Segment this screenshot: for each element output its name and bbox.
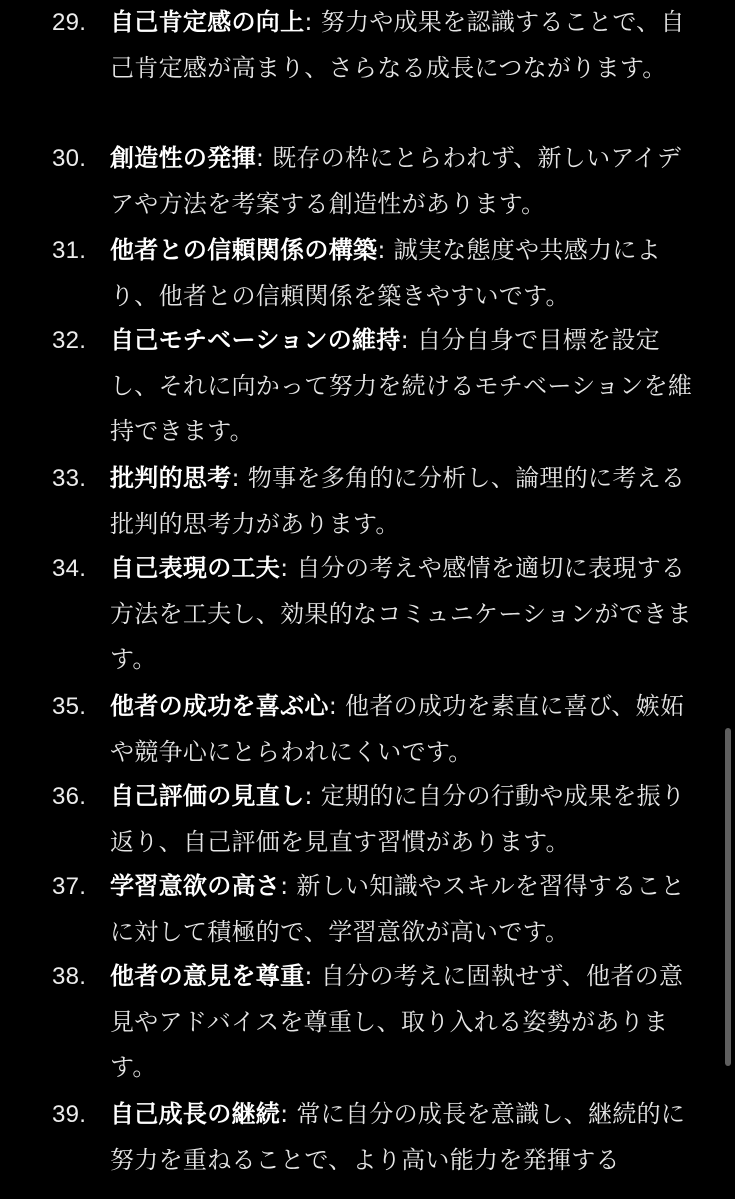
list-item [0, 774, 735, 865]
list-item-text: : 既存の枠にとらわれず、新しいアイデアや方法を考案する創造性があります。 [110, 144, 682, 218]
list-item [0, 684, 735, 775]
list-item [0, 228, 735, 319]
list-item [0, 318, 735, 455]
list-item-text: : 自分自身で目標を設定し、それに向かって努力を続けるモチベーションを維持できます。 [110, 326, 693, 445]
list-item-title: 他者との信頼関係の構築 [110, 236, 378, 264]
list-item-number: 30. [52, 145, 87, 172]
list-item-text: : 努力や成果を認識することで、自己肯定感が高まり、さらなる成長につながります。 [110, 8, 685, 82]
list-item-title: 自己肯定感の向上 [110, 8, 305, 36]
list-item-text: : 常に自分の成長を意識し、継続的に努力を重ねることで、より高い能力を発揮する [110, 1100, 686, 1174]
list-item-number: 29. [52, 9, 87, 36]
list-item-number: 38. [52, 963, 87, 990]
list-item-text: : 新しい知識やスキルを習得することに対して積極的で、学習意欲が高いです。 [110, 872, 685, 946]
list-item-title: 批判的思考 [110, 464, 232, 492]
list-item [0, 456, 735, 547]
list-item-title: 自己評価の見直し [110, 782, 305, 810]
list-item [0, 864, 735, 955]
list-item-number: 34. [52, 555, 87, 582]
list-item [0, 1092, 735, 1183]
list-item-number: 37. [52, 873, 87, 900]
list-item-text: : 自分の考えや感情を適切に表現する方法を工夫し、効果的なコミュニケーションができます。 [110, 554, 692, 673]
list-item-title: 自己モチベーションの維持 [110, 326, 401, 354]
list-item [0, 954, 735, 1091]
list-item-text: : 他者の成功を素直に喜び、嫉妬や競争心にとらわれにくいです。 [110, 692, 685, 766]
list-item-number: 31. [52, 237, 87, 264]
scrollbar-thumb[interactable] [725, 728, 731, 1066]
list-item-title: 他者の意見を尊重 [110, 962, 305, 990]
list-item-number: 33. [52, 465, 87, 492]
list-item-title: 自己成長の継続 [110, 1100, 281, 1128]
list-item-title: 他者の成功を喜ぶ心 [110, 692, 329, 720]
list-item [0, 0, 735, 91]
list-item-text: : 定期的に自分の行動や成果を振り返り、自己評価を見直す習慣があります。 [110, 782, 686, 856]
list-item-text: : 物事を多角的に分析し、論理的に考える批判的思考力があります。 [110, 464, 686, 538]
list-item-text: : 自分の考えに固執せず、他者の意見やアドバイスを尊重し、取り入れる姿勢があります。 [110, 962, 684, 1081]
list-item [0, 546, 735, 683]
list-item-title: 自己表現の工夫 [110, 554, 281, 582]
list-item-title: 創造性の発揮 [110, 144, 256, 172]
list-item-text: : 誠実な態度や共感力により、他者との信頼関係を築きやすいです。 [110, 236, 661, 310]
list-item-number: 36. [52, 783, 87, 810]
list-item-number: 32. [52, 327, 87, 354]
list-item [0, 136, 735, 227]
list-item-number: 35. [52, 693, 87, 720]
list-item-number: 39. [52, 1101, 87, 1128]
list-item-title: 学習意欲の高さ [110, 872, 281, 900]
